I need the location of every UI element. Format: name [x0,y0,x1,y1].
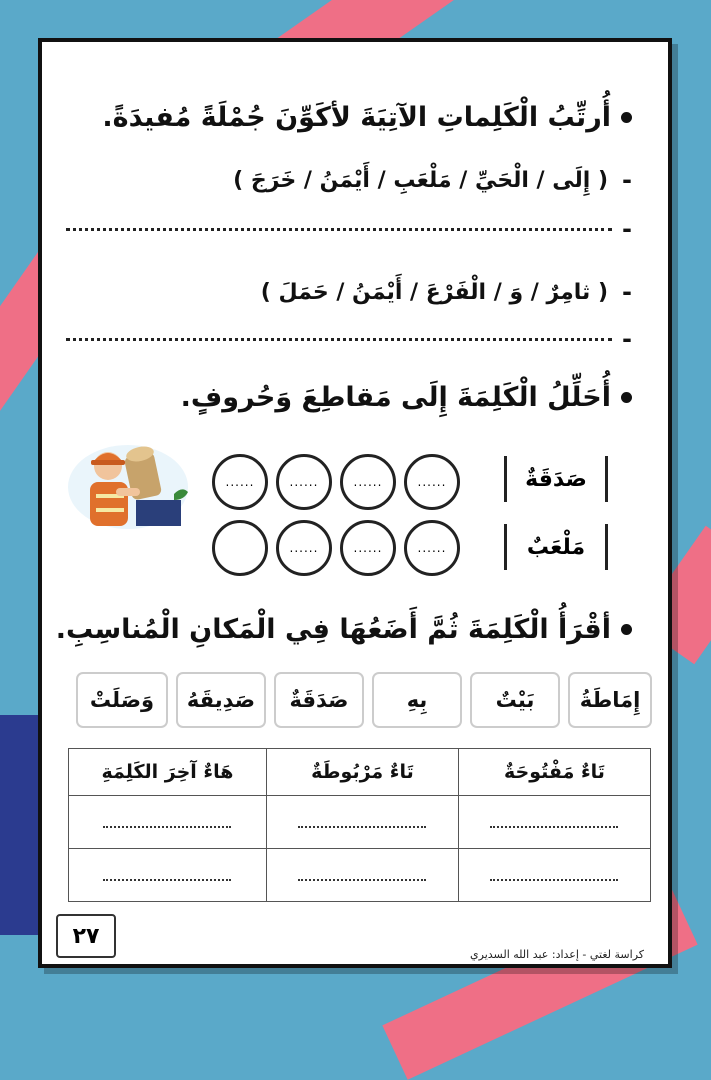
word-list-1 [233,166,632,194]
word-chip[interactable]: بَيْتٌ [470,672,560,728]
table-cell[interactable] [69,849,267,902]
dotted-line [66,338,612,341]
syllable-circles-1 [212,454,460,510]
classification-table [68,748,651,902]
syllable-circle[interactable]: ...... [340,520,396,576]
table-cell[interactable] [69,796,267,849]
word-box-1 [504,456,608,502]
word-box-2 [504,524,608,570]
syllable-circles-2 [212,520,460,576]
word-box-text: مَلْعَبٌ [526,534,586,560]
dash: - [622,325,632,353]
bullet-icon [621,624,632,635]
worker-illustration [66,432,191,532]
heading-text: أقْرَأُ الْكَلِمَةَ ثُمَّ أَضَعُهَا فِي الْمَكانِ الْمُناسِبِ. [55,614,611,645]
word-chip[interactable]: بِهِ [372,672,462,728]
word-list-text: ( ثامِرٌ / وَ / الْفَرْعَ / أَيْمَنُ / حَمَلَ ) [260,279,609,305]
heading-text: أُحَلِّلُ الْكَلِمَةَ إِلَى مَقاطِعَ وَحُروفٍ. [180,382,611,413]
footer-credit: كراسة لغتي - إعداد: عبد الله السديري [470,948,644,961]
word-chip[interactable]: صَدَقَةٌ [274,672,364,728]
syllable-circle[interactable] [212,520,268,576]
dash: - [622,215,632,243]
answer-line-1[interactable] [66,215,632,243]
syllable-circle[interactable]: ...... [340,454,396,510]
section-heading-analyze [181,382,632,413]
section-heading-read-place [56,614,632,645]
word-list-2 [261,278,632,306]
word-list-text: ( إِلَى / الْحَيِّ / مَلْعَبِ / أَيْمَنُ / خَرَجَ ) [233,167,609,193]
heading-text: أُرتِّبُ الْكَلِماتِ الآتِيَةَ لأكَوِّنَ جُمْلَةً مُفيدَةً. [102,102,611,133]
table-cell[interactable] [266,796,458,849]
table-cell[interactable] [458,796,650,849]
background-block [0,715,40,935]
section-heading-arrange [102,102,632,133]
word-chip[interactable]: إِمَاطَةُ [568,672,652,728]
table-header: تَاءٌ مَرْبُوطَةٌ [266,749,458,796]
syllable-circle[interactable]: ...... [276,520,332,576]
bullet-icon [621,392,632,403]
syllable-circle[interactable]: ...... [212,454,268,510]
dash: - [622,166,632,194]
table-header: تَاءٌ مَفْتُوحَةٌ [458,749,650,796]
table-header: هَاءٌ آخِرَ الكَلِمَةِ [69,749,267,796]
syllable-circle[interactable]: ...... [404,454,460,510]
word-chip[interactable]: صَدِيقَهُ [176,672,266,728]
page-number: ٢٧ [56,914,116,958]
dash: - [622,278,632,306]
answer-line-2[interactable] [66,325,632,353]
table-cell[interactable] [458,849,650,902]
syllable-circle[interactable]: ...... [276,454,332,510]
syllable-circle[interactable]: ...... [404,520,460,576]
dotted-line [66,228,612,231]
table-cell[interactable] [266,849,458,902]
bullet-icon [621,112,632,123]
worksheet-page [38,38,672,968]
word-chip[interactable]: وَصَلَتْ [76,672,168,728]
word-box-text: صَدَقَةٌ [525,466,587,492]
